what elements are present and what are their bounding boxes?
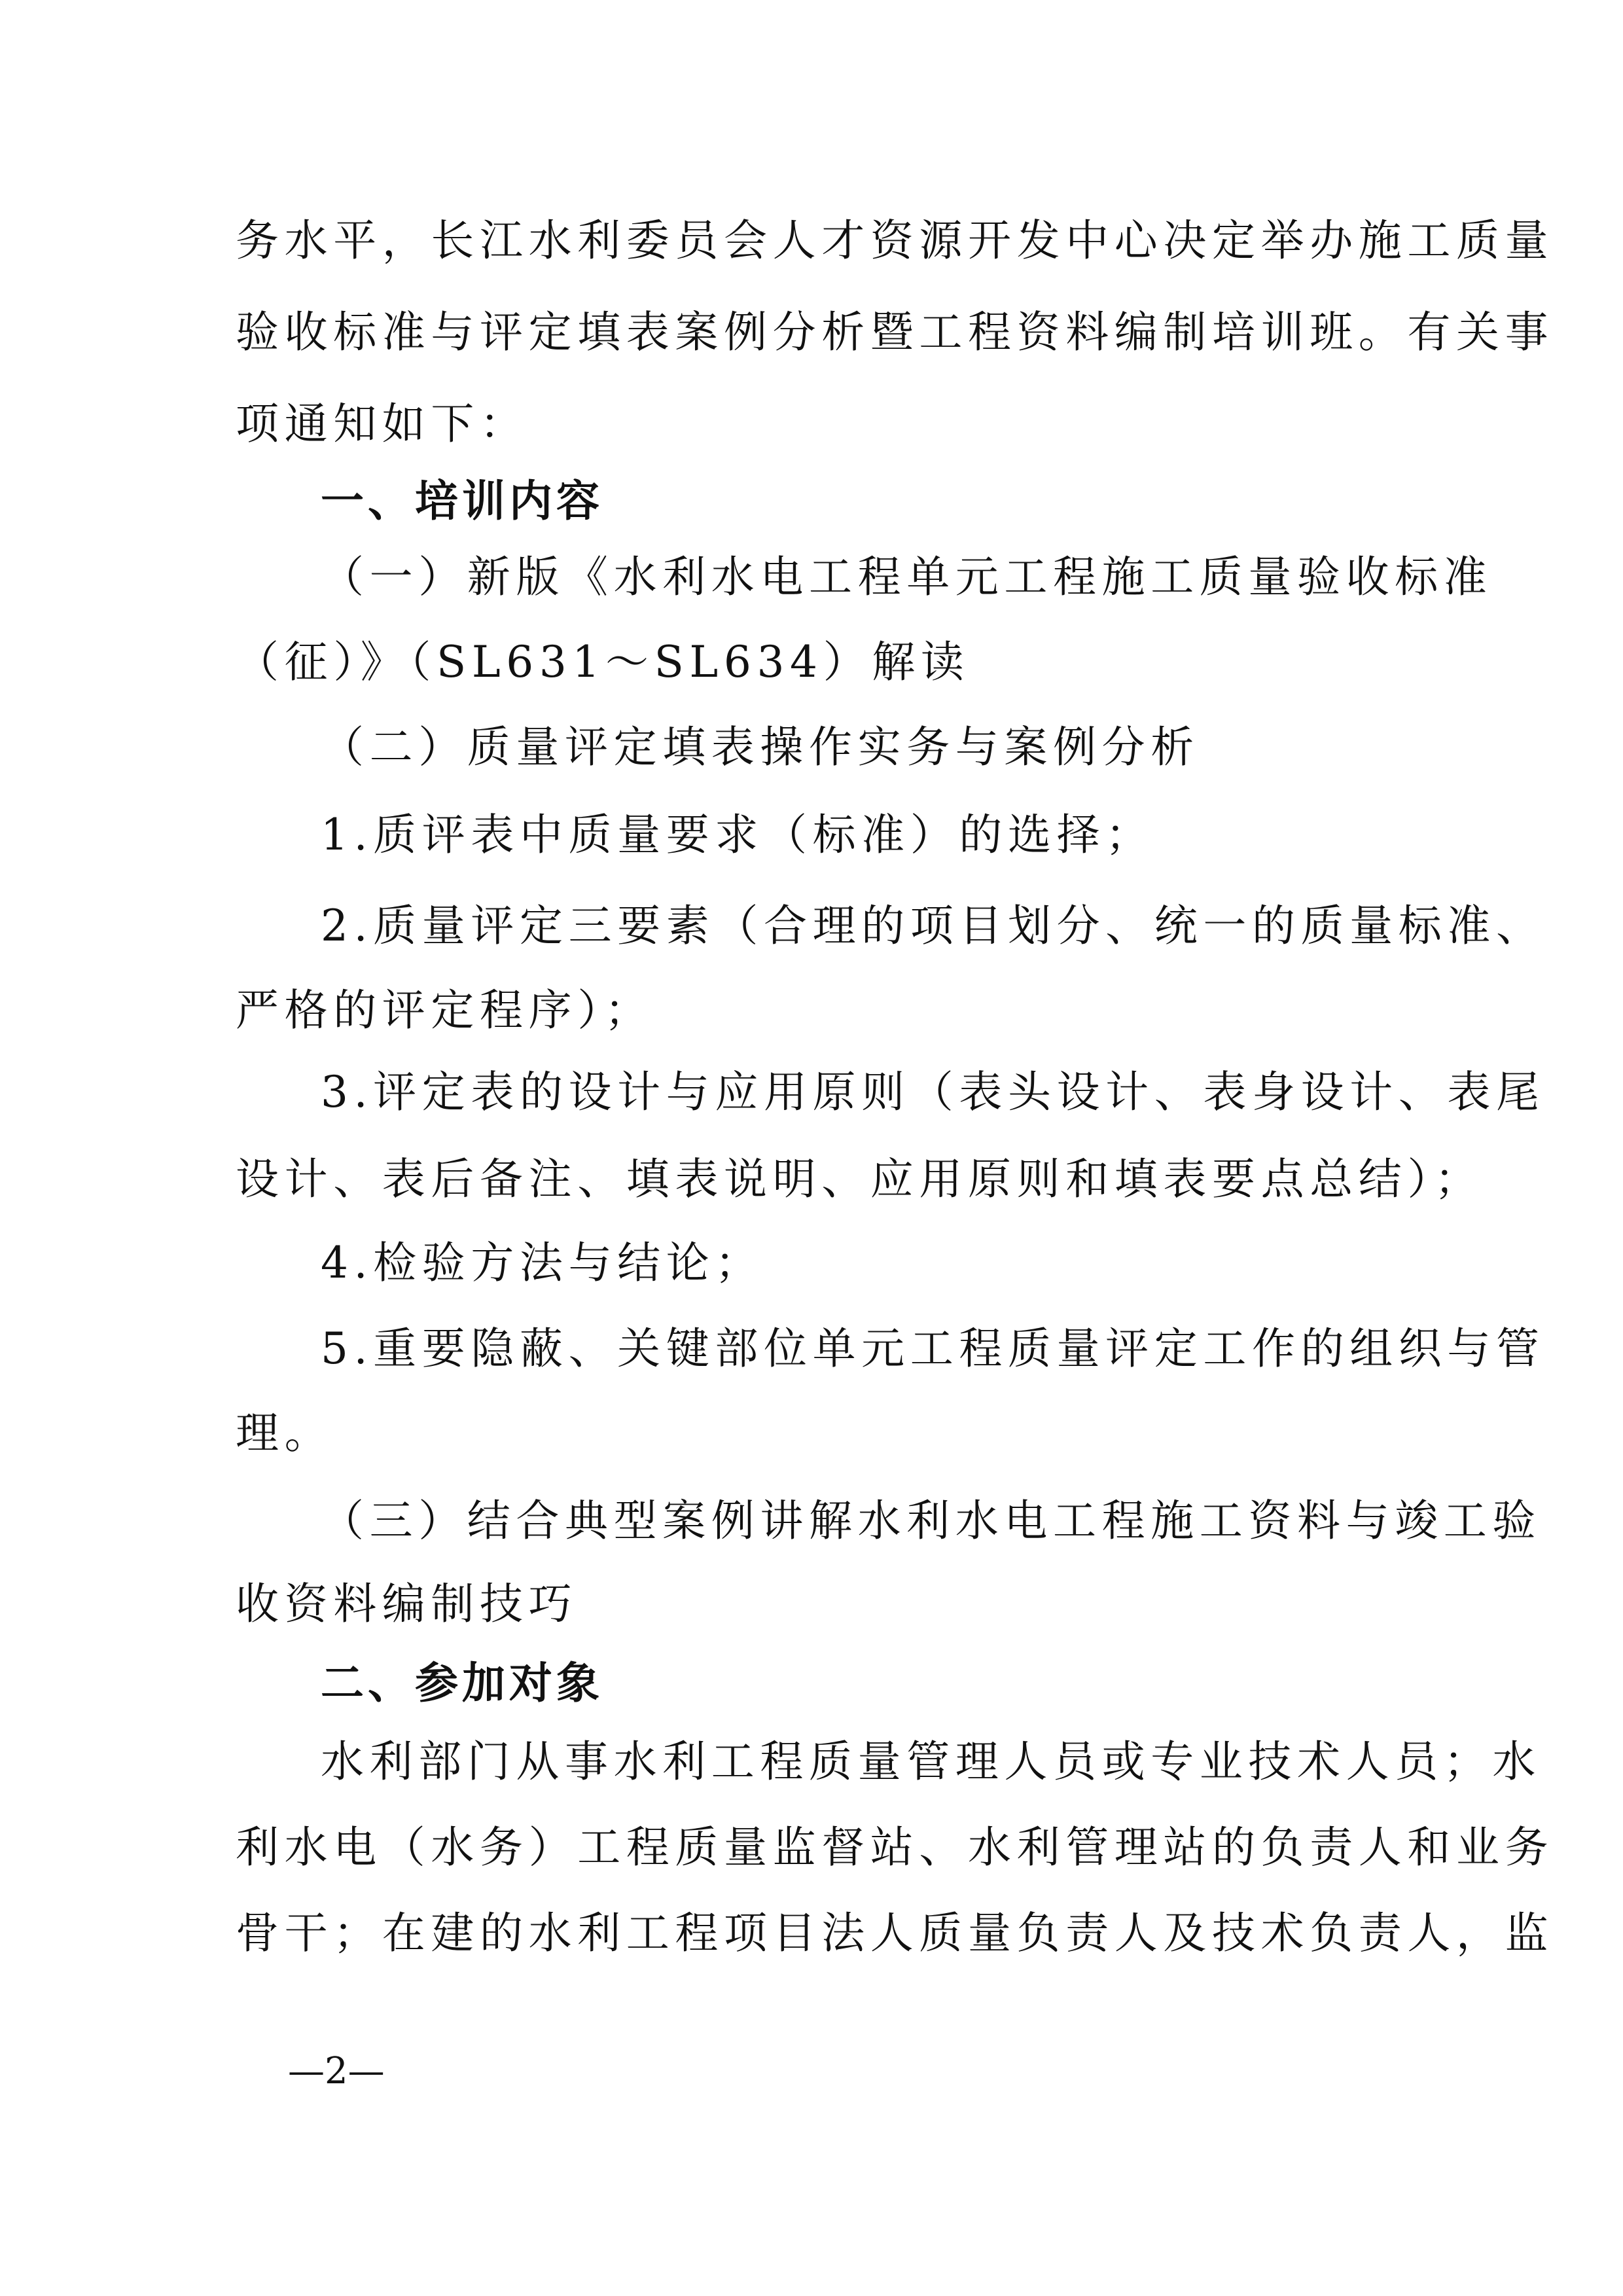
paragraph-line: 验收标准与评定填表案例分析暨工程资料编制培训班。有关事 [236, 307, 1554, 357]
list-item-line: （二）质量评定填表操作实务与案例分析 [321, 722, 1200, 772]
list-item-line: （三）结合典型案例讲解水利水电工程施工资料与竣工验 [321, 1496, 1541, 1546]
list-item-line: （一）新版《水利水电工程单元工程施工质量验收标准 [321, 552, 1493, 602]
section-heading: 一、培训内容 [321, 476, 603, 526]
list-item-line: 3.评定表的设计与应用原则（表头设计、表身设计、表尾 [321, 1067, 1545, 1117]
list-item-line: 收资料编制技巧 [236, 1579, 578, 1629]
paragraph-line: 骨干；在建的水利工程项目法人质量负责人及技术负责人，监 [236, 1908, 1554, 1958]
list-item-line: 设计、表后备注、填表说明、应用原则和填表要点总结）； [236, 1154, 1484, 1204]
list-item-line: 严格的评定程序）； [236, 985, 654, 1035]
section-heading: 二、参加对象 [321, 1658, 603, 1708]
paragraph-line: 利水电（水务）工程质量监督站、水利管理站的负责人和业务 [236, 1822, 1554, 1873]
list-item-line: 1.质评表中质量要求（标准）的选择； [321, 810, 1154, 860]
paragraph-line: 项通知如下： [236, 399, 529, 449]
paragraph-line: 务水平，长江水利委员会人才资源开发中心决定举办施工质量 [236, 215, 1554, 266]
list-item-line: 4.检验方法与结论； [321, 1238, 764, 1288]
page-number: —2— [288, 2050, 385, 2092]
paragraph-line: 水利部门从事水利工程质量管理人员或专业技术人员；水 [321, 1736, 1541, 1787]
list-item-line: （征）》（SL631～SL634）解读 [236, 637, 970, 687]
list-item-line: 5.重要隐蔽、关键部位单元工程质量评定工作的组织与管 [321, 1323, 1545, 1374]
list-item-line: 2.质量评定三要素（合理的项目划分、统一的质量标准、 [321, 901, 1545, 951]
list-item-line: 理。 [236, 1408, 334, 1458]
